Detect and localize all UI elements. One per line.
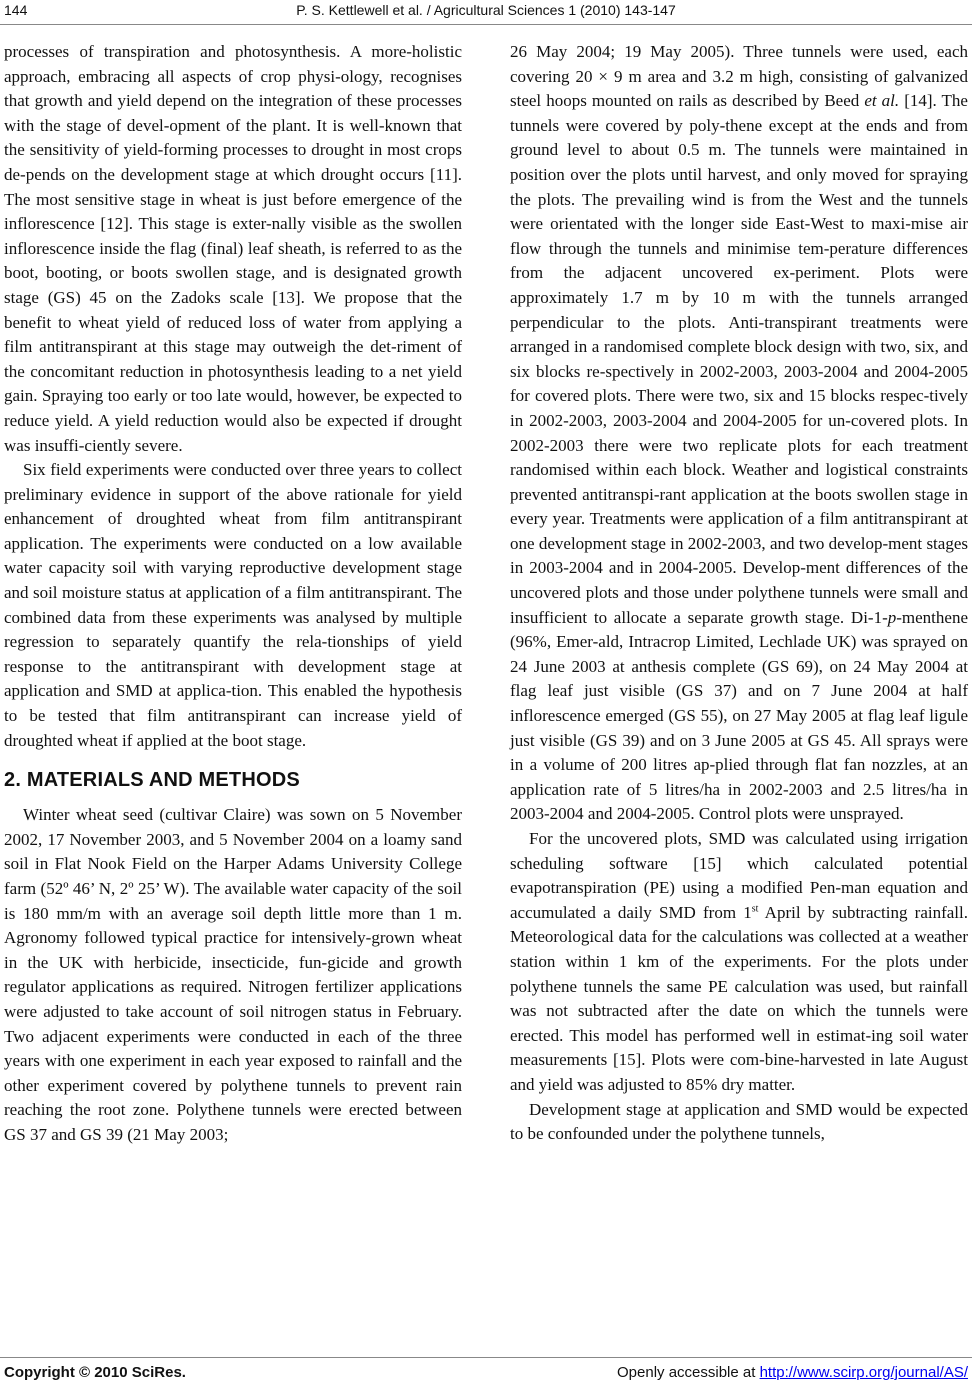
paragraph [510,40,968,827]
text-span: 26 May 2004; 19 May 2005). Three tunnels were used, each covering 20 × 9 m area and 3.2 m high, consisting of galvanized steel hoops mounted on rails as described by Beed [510,42,968,111]
superscript: st [751,903,759,915]
page-header [0,2,972,20]
italic-text: et al. [864,91,900,111]
text-span: -menthene (96%, Emer-ald, Intracrop Limited, Lechlade UK) was sprayed on 24 June 2003 at anthesis complete (GS 69), on 24 May 2004 at flag leaf just visible (GS 37) and on 7 June 2004 at half inflorescence emerged (GS 55), on 27 May 2005 at flag leaf ligule just visible (GS 39) and on 3 June 2005 at GS 45. All sprays were in a volume of 200 litres ap-plied through flat fan nozzles, at an application rate of 5 litres/ha in 2002-2003 and 2.5 litres/ha in 2003-2004 and 2004-2005. Control plots were unsprayed. [510,607,968,824]
page-footer [0,1364,972,1384]
paragraph: Six field experiments were conducted over three years to collect preliminary evidence in support of the above rationale for yield enhancement of droughted wheat from film antitranspirant application. The experiments were conducted on a low available water capacity soil with varying reproductive development stage and soil moisture status at application of a film antitranspirant. The combined data from these experiments was analysed by multiple regression to separately quantify the rela-tionships of yield response to the antitranspirant with development stage at application and SMD at applica-tion. This enabled the hypothesis to be tested that film antitranspirant can increase yield of droughted wheat if applied at the boot stage. [4,460,462,750]
paragraph: Development stage at application and SMD would be expected to be confounded under the polythene tunnels, [510,1099,968,1144]
page-number: 144 [4,2,28,18]
paragraph [510,827,968,1098]
text-span: For the uncovered plots, SMD was calculated using irrigation scheduling software [15] which calculated potential evapotranspiration (PE) using a modified Pen-man equation and accumulated a daily SMD from 1 [510,829,968,922]
access-prefix: Openly accessible at [617,1364,760,1381]
text-span: April by subtracting rainfall. Meteorological data for the calculations was collected at a weather station within 1 km of the experiments. For the plots under polythene tunnels the same PE calculation was used, but rainfall was not subtracted after the date on which the tunnels were erected. This model has performed well in estimat-ing soil water measurements [15]. Plots were com-bine-harvested in late August and yield was adjusted to 85% dry matter. [510,902,968,1094]
left-column [4,40,462,1148]
paragraph: Winter wheat seed (cultivar Claire) was sown on 5 November 2002, 17 November 2003, and 5 November 2004 on a loamy sand soil in Flat Nook Field on the Harper Adams University College farm (52º 46’ N, 2º 25’ W). The available water capacity of the soil is 180 mm/m with an average soil depth little more than 1 m. Agronomy followed typical practice for intensively-grown wheat in the UK with herbicide, insecticide, fun-gicide and growth regulator applications as required. Nitrogen fertilizer applications were adjusted to take account of soil nitrogen status in February. Two adjacent experiments were conducted in each of the three years with one experiment in each year exposed to rainfall and the other experiment covered by polythene tunnels to prevent rain reaching the root zone. Polythene tunnels were erected between GS 37 and GS 39 (21 May 2003; [4,805,462,1144]
header-rule [0,24,972,25]
text-span: [14]. The tunnels were covered by poly-thene except at the ends and from ground level to about 0.5 m. The tunnels were maintained in position over the plots until harvest, and only moved for spraying the plots. The prevailing wind is from the West and the tunnels were orientated with the longer side East-West to maxi-mise air flow through the tunnels and minimise tem-perature differences from the adjacent uncovered ex-periment. Plots were approximately 1.7 m by 10 m with the tunnels arranged perpendicular to the plots. Anti-transpirant treatments were arranged in a randomised complete block design with two, six, and six blocks re-spectively in 2002-2003, 2003-2004 and 2004-2005 for covered plots. There were two, six and 15 blocks respec-tively in 2002-2003, 2003-2004 and 2004-2005 for un-covered plots. In 2002-2003 there were two replicate plots for each treatment randomised within each block. Weather and logistical constraints prevented antitranspi-rant application at the boots swollen stage in every year. Treatments were application of a film antitranspirant at one development stage in 2002-2003, and two develop-ment stages in 2003-2004 and in 2004-2005. Develop-ment differences of the uncovered plots and those under polythene tunnels were small and insufficient to allocate a separate growth stage. Di-1- [510,91,968,627]
italic-text: p [887,607,897,627]
section-heading: 2. MATERIALS AND METHODS [4,769,300,792]
paragraph: processes of transpiration and photosynthesis. A more-holistic approach, embracing all aspects of crop physi-ology, recognises that growth and yield depend on the integration of these processes with the stage of devel-opment of the plant. It is well-known that the sensitivity of yield-forming processes to drought in most crops de-pends on the development stage at which drought occurs [11]. The most sensitive stage in wheat is just before emergence of the inflorescence [12]. This stage is exter-nally visible as the swollen inflorescence inside the flag (final) leaf sheath, is referred to as the boot, booting, or boots swollen stage, and is designated growth stage (GS) 45 on the Zadoks scale [13]. We propose that the benefit to wheat yield of reduced loss of water from applying a film antitranspirant at this stage may outweigh the det-riment of the concomitant reduction in photosynthesis leading to a net yield gain. Spraying too early or too late would, however, be expected to reduce yield. A yield reduction would also be expected if drought was insuffi-ciently severe. [4,42,462,455]
footer-rule [0,1357,972,1358]
right-column [510,40,968,1147]
access-notice [617,1364,968,1381]
journal-link[interactable]: http://www.scirp.org/journal/AS/ [759,1364,968,1381]
running-title: P. S. Kettlewell et al. / Agricultural Sciences 1 (2010) 143-147 [296,2,676,18]
copyright-notice: Copyright © 2010 SciRes. [4,1364,186,1381]
